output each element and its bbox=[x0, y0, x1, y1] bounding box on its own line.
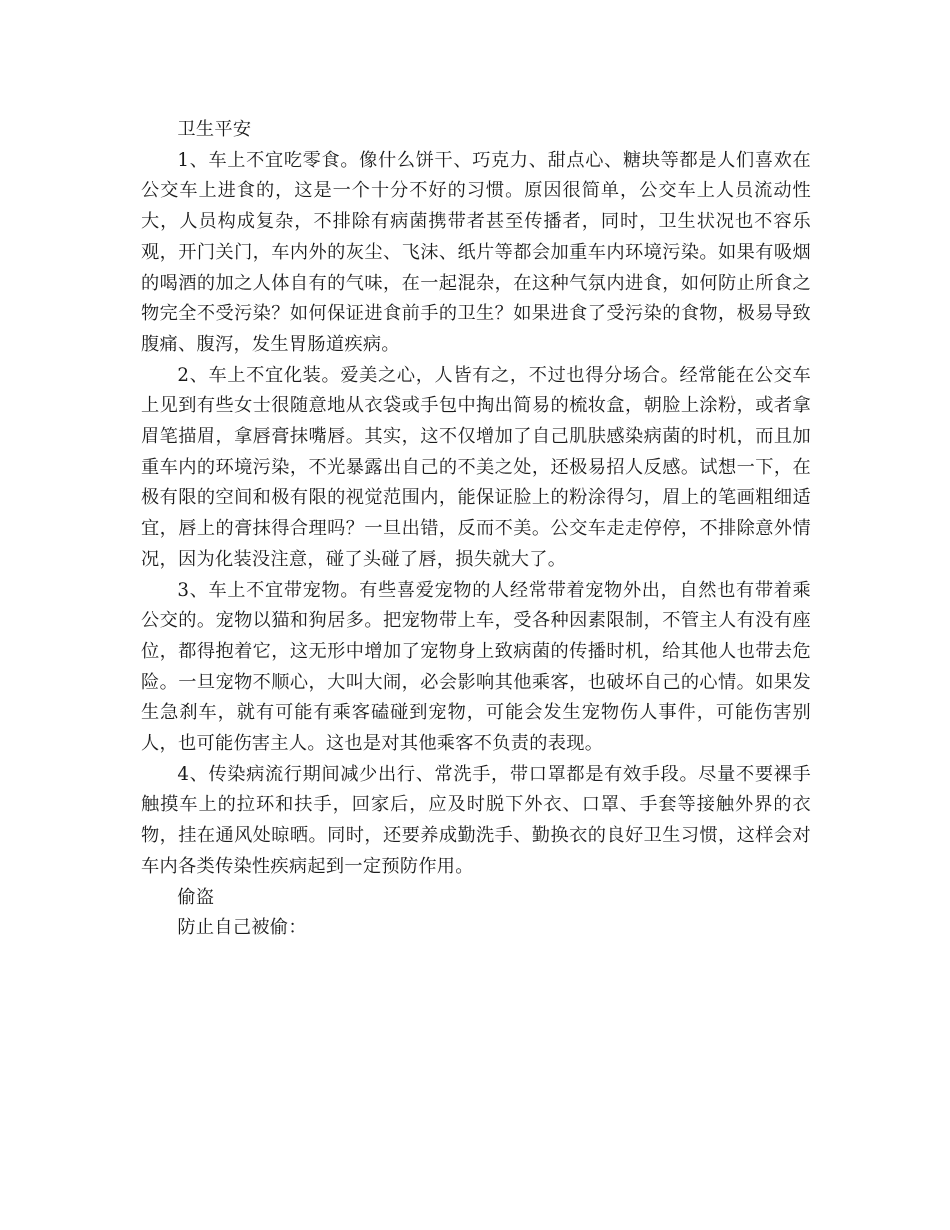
section-title-hygiene: 卫生平安 bbox=[177, 119, 252, 140]
paragraph-no-pets: 3、车上不宜带宠物。有些喜爱宠物的人经常带着宠物外出，自然也有带着乘公交的。宠物以猫和狗居多。把宠物带上车，受各种因素限制，不管主人有没有座位，都得抱着它，这无形中增加了宠物身上致病菌的传播时机，给其他人也带去危险。一旦宠物不顺心，大叫大闹，必会影响其他乘客，也破坏自己的心情。如果发生急刹车，就有可能有乘客磕碰到宠物，可能会发生宠物伤人事件，可能伤害别人，也可能伤害主人。这也是对其他乘客不负责的表现。 bbox=[141, 579, 811, 755]
paragraph-epidemic-prevention: 4、传染病流行期间减少出行、常洗手，带口罩都是有效手段。尽量不要裸手触摸车上的拉环和扶手，回家后，应及时脱下外衣、口罩、手套等接触外界的衣物，挂在通风处晾晒。同时，还要养成勤洗手、勤换衣的良好卫生习惯，这样会对车内各类传染性疾病起到一定预防作用。 bbox=[141, 763, 811, 877]
paragraph-no-snacks: 1、车上不宜吃零食。像什么饼干、巧克力、甜点心、糖块等都是人们喜欢在公交车上进食的，这是一个十分不好的习惯。原因很简单，公交车上人员流动性大，人员构成复杂，不排除有病菌携带者甚至传播者，同时，卫生状况也不容乐观，开门关门，车内外的灰尘、飞沫、纸片等都会加重车内环境污染。如果有吸烟的喝酒的加之人体自有的气味，在一起混杂，在这种气氛内进食，如何防止所食之物完全不受污染？如何保证进食前手的卫生？如果进食了受污染的食物，极易导致腹痛、腹泻，发生胃肠道疾病。 bbox=[141, 149, 811, 355]
paragraph-no-makeup: 2、车上不宜化装。爱美之心，人皆有之，不过也得分场合。经常能在公交车上见到有些女士很随意地从衣袋或手包中掏出简易的梳妆盒，朝脸上涂粉，或者拿眉笔描眉，拿唇膏抹嘴唇。其实，这不仅增加了自己肌肤感染病菌的时机，而且加重车内的环境污染，不光暴露出自己的不美之处，还极易招人反感。试想一下，在极有限的空间和极有限的视觉范围内，能保证脸上的粉涂得匀，眉上的笔画粗细适宜，唇上的膏抹得合理吗？一旦出错，反而不美。公交车走走停停，不排除意外情况，因为化装没注意，碰了头碰了唇，损失就大了。 bbox=[141, 364, 811, 570]
section-title-theft: 偷盗 bbox=[177, 886, 215, 908]
section-subtitle-prevent-theft: 防止自己被偷： bbox=[177, 917, 307, 939]
document-body bbox=[141, 115, 811, 944]
